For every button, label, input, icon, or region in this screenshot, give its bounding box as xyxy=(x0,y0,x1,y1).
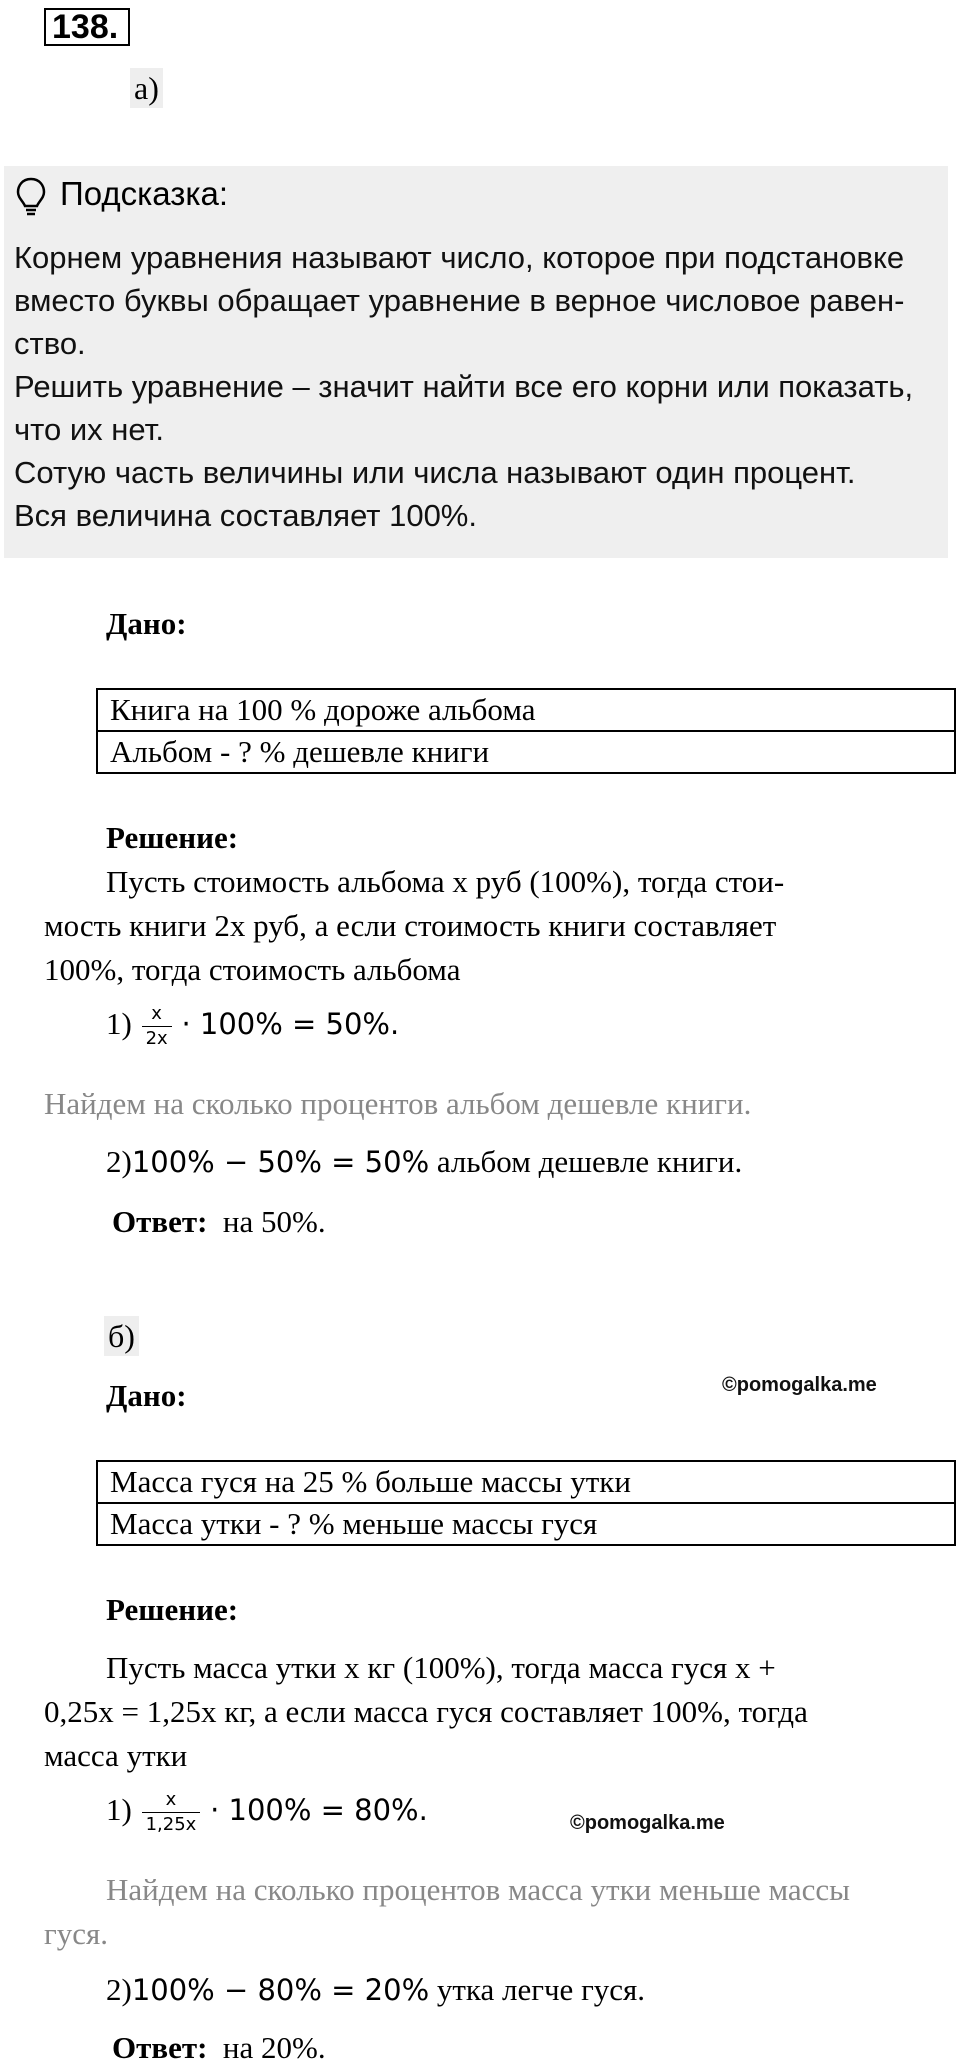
given-row: Книга на 100 % дороже альбома xyxy=(97,689,955,731)
gray-note-a: Найдем на сколько процентов альбом дешевле книги. xyxy=(44,1086,752,1121)
solution-label-b: Решение: xyxy=(106,1592,239,1627)
answer-label: Ответ: xyxy=(112,2030,208,2065)
given-table-b xyxy=(96,1460,956,1546)
given-label-b: Дано: xyxy=(106,1378,187,1413)
step-text: альбом дешевле книги. xyxy=(429,1144,743,1179)
solution-line: мость книги 2х руб, а если стоимость книги составляет xyxy=(44,908,777,943)
step-expression: 100% − 50% = 50% xyxy=(131,1145,430,1179)
step-expression: · 100% = 50%. xyxy=(181,1007,400,1041)
step-text: утка легче гуся. xyxy=(429,1972,646,2007)
answer-text: на 50%. xyxy=(222,1204,326,1239)
hint-line: что их нет. xyxy=(14,412,164,447)
hint-text xyxy=(14,236,944,537)
watermark: ©pomogalka.me xyxy=(722,1374,877,1396)
watermark: ©pomogalka.me xyxy=(570,1812,725,1834)
hint-line: Корнем уравнения называют число, которое при подстановке xyxy=(14,240,905,275)
lightbulb-icon xyxy=(14,176,48,218)
solution-line: 0,25x = 1,25x кг, а если масса гуся составляет 100%, тогда xyxy=(44,1694,808,1729)
fraction-numerator: x xyxy=(142,1002,172,1027)
hint-title: Подсказка: xyxy=(60,175,229,212)
step-1-b xyxy=(106,1788,428,1837)
given-label-a: Дано: xyxy=(106,606,187,641)
solution-label-a: Решение: xyxy=(106,820,239,855)
step-2-a xyxy=(106,1140,742,1184)
fraction-denominator: 1,25x xyxy=(145,1814,197,1836)
fraction-numerator: x xyxy=(142,1788,201,1813)
step-number: 1) xyxy=(106,1006,132,1041)
part-a-label: а) xyxy=(130,68,163,108)
step-number: 2) xyxy=(106,1972,132,2007)
answer-b xyxy=(112,2026,326,2069)
hint-line: вместо буквы обращает уравнение в верное числовое равен- xyxy=(14,283,905,318)
fraction xyxy=(142,1002,172,1051)
gray-note-b: Найдем на сколько процентов масса утки меньше массы xyxy=(106,1872,850,1907)
solution-line: масса утки xyxy=(44,1738,188,1773)
hint-line: ство. xyxy=(14,326,86,361)
given-row: Масса гуся на 25 % больше массы утки xyxy=(97,1461,955,1503)
answer-a xyxy=(112,1200,326,1243)
hint-line: Решить уравнение – значит найти все его корни или показать, xyxy=(14,369,914,404)
given-table-a xyxy=(96,688,956,774)
step-expression: 100% − 80% = 20% xyxy=(131,1973,430,2007)
answer-text: на 20%. xyxy=(222,2030,326,2065)
fraction xyxy=(142,1788,201,1837)
step-expression: · 100% = 80%. xyxy=(210,1793,428,1827)
hint-line: Вся величина составляет 100%. xyxy=(14,498,477,533)
step-1-a xyxy=(106,1002,399,1051)
hint-line: Сотую часть величины или числа называют один процент. xyxy=(14,455,856,490)
gray-note-b: гуся. xyxy=(44,1916,108,1951)
solution-line: 100%, тогда стоимость альбома xyxy=(44,952,461,987)
solution-line: Пусть масса утки х кг (100%), тогда масса гуся x + xyxy=(106,1650,776,1685)
solution-line: Пусть стоимость альбома х руб (100%), тогда стои- xyxy=(106,864,785,899)
part-b-label: б) xyxy=(104,1316,139,1356)
problem-number: 138. xyxy=(44,8,130,46)
given-row: Масса утки - ? % меньше массы гуся xyxy=(97,1503,955,1545)
given-row: Альбом - ? % дешевле книги xyxy=(97,731,955,773)
step-number: 2) xyxy=(106,1144,132,1179)
answer-label: Ответ: xyxy=(112,1204,208,1239)
step-2-b xyxy=(106,1968,645,2012)
step-number: 1) xyxy=(106,1792,132,1827)
fraction-denominator: 2x xyxy=(145,1028,168,1050)
